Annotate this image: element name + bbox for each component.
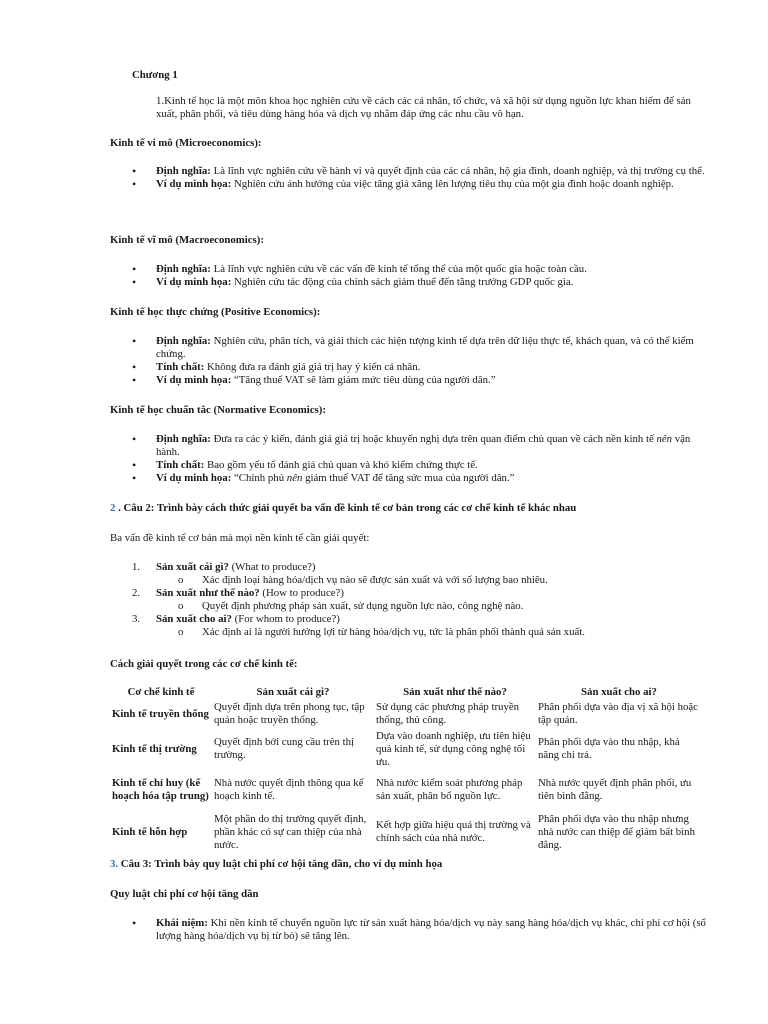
list-item: • Ví dụ minh họa: Nghiên cứu tác động của chính sách giảm thuế đến tăng trưởng GDP quốc gia. [110,276,710,289]
list-item: • Ví dụ minh họa: Nghiên cứu ảnh hưởng của việc tăng giá xăng lên lượng tiêu thụ của một gia đình hoặc doanh nghiệp. [110,178,710,191]
normative-list [110,433,710,485]
question-2-lead: Ba vấn đề kinh tế cơ bản mà mọi nền kinh tế cần giải quyết: [110,532,370,544]
question-2-heading: 2 . Câu 2: Trình bày cách thức giải quyết ba vấn đề kinh tế cơ bản trong các cơ chế kinh tế khác nhau [110,502,577,514]
list-item: 1. Sản xuất cái gì? (What to produce?) o Xác định loại hàng hóa/dịch vụ nào sẽ được sản xuất và với số lượng bao nhiêu. [110,561,710,587]
table-heading: Cách giải quyết trong các cơ chế kinh tế: [110,658,298,670]
table-row [110,811,702,853]
chapter-title: Chương 1 [132,69,178,81]
sub-list-item: o Xác định loại hàng hóa/dịch vụ nào sẽ được sản xuất và với số lượng bao nhiêu. [110,574,710,587]
table-cell: Nhà nước quyết định phân phối, ưu tiên bình đẳng. [538,777,692,802]
table-cell: Kinh tế chỉ huy (kế hoạch hóa tập trung) [112,777,209,802]
table-cell: Kinh tế truyền thống [112,707,209,720]
question-3-list [110,917,710,943]
sub-list-item: o Xác định ai là người hưởng lợi từ hàng hóa/dịch vụ, tức là phân phối thành quả sản xuất. [110,626,710,639]
sub-list-item: o Quyết định phương pháp sản xuất, sử dụng nguồn lực nào, công nghệ nào. [110,600,710,613]
economic-systems-table [110,686,702,853]
list-item: 3. Sản xuất cho ai? (For whom to produce?) o Xác định ai là người hưởng lợi từ hàng hóa/dịch vụ, tức là phân phối thành quả sản xuất. [110,613,710,639]
macro-list [110,263,710,289]
normative-heading: Kinh tế học chuẩn tắc (Normative Economics): [110,404,326,416]
column-header: Cơ chế kinh tế [127,686,195,698]
table-cell: Phân phối dựa vào thu nhập, khả năng chi trả. [538,736,680,761]
table-row [110,729,702,769]
list-item: • Ví dụ minh họa: “Chính phủ nên giảm thuế VAT để tăng sức mua của người dân.” [110,472,710,485]
table-row [110,699,702,729]
list-item: • Tính chất: Không đưa ra đánh giá giá trị hay ý kiến cá nhân. [110,361,710,374]
table-cell: Kết hợp giữa hiệu quả thị trường và chính sách của nhà nước. [376,819,531,844]
column-header: Sản xuất cho ai? [581,686,657,698]
intro-paragraph: 1.Kinh tế học là một môn khoa học nghiên cứu về cách các cá nhân, tổ chức, và xã hội sử dụng nguồn lực khan hiếm để sản xuất, phân phối, và tiêu dùng hàng hóa và dịch vụ nhằm đáp ứng các nhu cầu vô hạn. [156,95,691,120]
column-header: Sản xuất cái gì? [256,686,330,698]
table-cell: Dựa vào doanh nghiệp, ưu tiên hiệu quả kinh tế, sử dụng công nghệ tối ưu. [376,729,531,768]
table-cell: Quyết định dựa trên phong tục, tập quán hoặc truyền thống. [214,701,365,726]
list-item: • Khái niệm: Khi nền kinh tế chuyển nguồn lực từ sản xuất hàng hóa/dịch vụ này sang hàng hóa/dịch vụ khác, chi phí cơ hội (số lượng hàng hóa/dịch vụ bị từ bỏ) sẽ tăng lên. [110,917,710,943]
list-item: 2. Sản xuất như thế nào? (How to produce?) o Quyết định phương pháp sản xuất, sử dụng nguồn lực nào, công nghệ nào. [110,587,710,613]
table-cell: Một phần do thị trường quyết định, phần khác có sự can thiệp của nhà nước. [214,812,367,851]
list-item: • Ví dụ minh họa: “Tăng thuế VAT sẽ làm giảm mức tiêu dùng của người dân.” [110,374,710,387]
positive-heading: Kinh tế học thực chứng (Positive Economics): [110,306,321,318]
table-cell: Sử dụng các phương pháp truyền thống, thủ công. [376,701,520,726]
question-3-heading: 3. Câu 3: Trình bày quy luật chi phí cơ hội tăng dần, cho ví dụ minh họa [110,858,443,870]
table-cell: Kinh tế hỗn hợp [112,825,188,838]
list-item: • Định nghĩa: Là lĩnh vực nghiên cứu về hành vi và quyết định của các cá nhân, hộ gia đình, doanh nghiệp, và thị trường cụ thể. [110,165,710,178]
table-cell: Phân phối dựa vào thu nhập nhưng nhà nước can thiệp để giảm bất bình đẳng. [538,812,695,851]
table-header-row [110,686,702,699]
macro-heading: Kinh tế vĩ mô (Macroeconomics): [110,234,264,246]
column-header: Sản xuất như thế nào? [403,686,507,698]
question-3-subheading: Quy luật chi phí cơ hội tăng dần [110,888,259,900]
table-cell: Quyết định bởi cung cầu trên thị trường. [214,736,355,761]
basic-problems-list [110,561,710,639]
table-cell: Phân phối dựa vào địa vị xã hội hoặc tập quán. [538,701,698,726]
table-cell: Nhà nước quyết định thông qua kế hoạch kinh tế. [214,777,364,802]
list-item: • Tính chất: Bao gồm yếu tố đánh giá chủ quan và khó kiểm chứng thực tế. [110,459,710,472]
positive-list [110,335,710,387]
table-cell: Nhà nước kiểm soát phương pháp sản xuất, phân bổ nguồn lực. [376,777,523,802]
list-item: • Định nghĩa: Nghiên cứu, phân tích, và giải thích các hiện tượng kinh tế dựa trên dữ liệu thực tế, khách quan, và có thể kiểm chứng. [110,335,710,361]
list-item: • Định nghĩa: Là lĩnh vực nghiên cứu về các vấn đề kinh tế tổng thể của một quốc gia hoặc toàn cầu. [110,263,710,276]
micro-heading: Kinh tế vi mô (Microeconomics): [110,137,262,149]
list-item: • Định nghĩa: Đưa ra các ý kiến, đánh giá giá trị hoặc khuyến nghị dựa trên quan điểm chủ quan về cách nền kinh tế nên vận hành. [110,433,710,459]
micro-list [110,165,710,191]
table-cell: Kinh tế thị trường [112,742,197,755]
table-row [110,769,702,811]
